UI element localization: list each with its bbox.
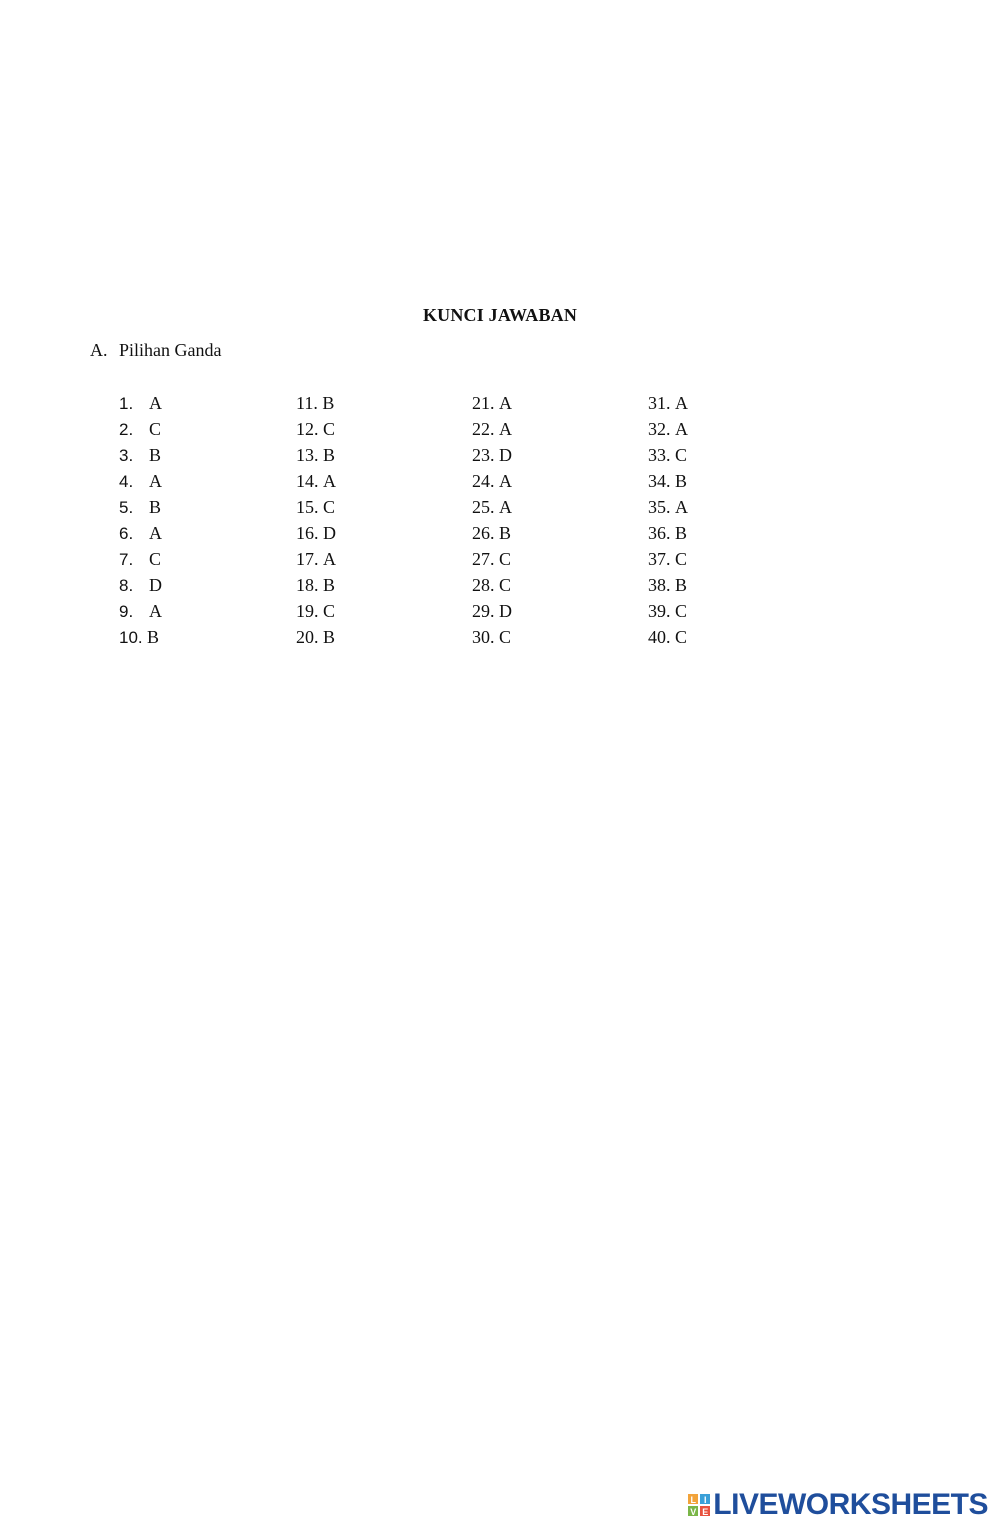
question-number: 29.	[472, 601, 495, 621]
question-number: 40.	[648, 627, 671, 647]
answer-row	[119, 494, 162, 520]
question-number: 1.	[119, 394, 134, 413]
question-number: 24.	[472, 471, 495, 491]
answer-letter: C	[499, 575, 512, 595]
answer-row	[119, 598, 162, 624]
answer-row	[119, 416, 162, 442]
section-heading	[90, 340, 221, 361]
answer-row	[472, 416, 512, 442]
answer-letter: A	[675, 393, 688, 413]
answer-row	[648, 624, 688, 650]
answer-row	[119, 520, 162, 546]
answer-letter: A	[323, 471, 336, 491]
answer-letter: C	[499, 627, 512, 647]
question-number: 21.	[472, 393, 495, 413]
answer-letter: A	[149, 471, 162, 491]
answer-row	[648, 442, 688, 468]
answer-row	[296, 520, 336, 546]
liveworksheets-logo	[687, 1487, 988, 1523]
answer-row	[296, 442, 336, 468]
liveworksheets-logo-icon	[687, 1493, 711, 1517]
answer-letter: A	[323, 549, 336, 569]
question-number: 26.	[472, 523, 495, 543]
answer-row	[296, 598, 336, 624]
answer-letter: B	[675, 471, 688, 491]
answer-letter: B	[675, 523, 688, 543]
answer-letter: D	[149, 575, 162, 595]
answer-letter: B	[322, 393, 335, 413]
question-number: 22.	[472, 419, 495, 439]
answer-letter: A	[499, 393, 512, 413]
answer-letter: A	[499, 497, 512, 517]
answer-column-3	[472, 390, 512, 650]
answer-letter: B	[147, 627, 160, 647]
question-number: 14.	[296, 471, 319, 491]
question-number: 31.	[648, 393, 671, 413]
question-number: 3.	[119, 446, 134, 465]
answer-letter: B	[323, 445, 336, 465]
answer-letter: C	[675, 445, 688, 465]
answer-letter: C	[149, 419, 162, 439]
answer-letter: C	[675, 627, 688, 647]
logo-icon-cell: I	[699, 1493, 711, 1505]
answer-column-2	[296, 390, 336, 650]
question-number: 17.	[296, 549, 319, 569]
answer-row	[648, 546, 688, 572]
answer-row	[648, 416, 688, 442]
question-number: 19.	[296, 601, 319, 621]
logo-icon-cell: L	[687, 1493, 699, 1505]
answer-letter: D	[499, 445, 512, 465]
answer-letter: B	[149, 445, 162, 465]
question-number: 9.	[119, 602, 134, 621]
answer-letter: A	[149, 393, 162, 413]
answer-row	[648, 520, 688, 546]
answer-row	[119, 572, 162, 598]
question-number: 16.	[296, 523, 319, 543]
answer-row	[119, 442, 162, 468]
answer-row	[296, 572, 336, 598]
answer-row	[472, 468, 512, 494]
question-number: 27.	[472, 549, 495, 569]
question-number: 13.	[296, 445, 319, 465]
question-number: 37.	[648, 549, 671, 569]
question-number: 4.	[119, 472, 134, 491]
answer-row	[472, 390, 512, 416]
answer-letter: B	[323, 575, 336, 595]
question-number: 2.	[119, 420, 134, 439]
answer-letter: C	[675, 549, 688, 569]
question-number: 23.	[472, 445, 495, 465]
answer-row	[296, 624, 336, 650]
question-number: 38.	[648, 575, 671, 595]
answer-row	[472, 572, 512, 598]
logo-icon-cell: V	[687, 1505, 699, 1517]
logo-icon-cell: E	[699, 1505, 711, 1517]
answer-letter: A	[149, 601, 162, 621]
question-number: 7.	[119, 550, 134, 569]
answer-column-4	[648, 390, 688, 650]
page-title: KUNCI JAWABAN	[422, 305, 578, 325]
answer-row	[472, 520, 512, 546]
answer-letter: A	[149, 523, 162, 543]
logo-text: LIVEWORKSHEETS	[713, 1488, 988, 1521]
section-letter: A.	[90, 340, 108, 360]
question-number: 35.	[648, 497, 671, 517]
answer-row	[648, 390, 688, 416]
answer-row	[472, 546, 512, 572]
answer-letter: A	[675, 497, 688, 517]
question-number: 34.	[648, 471, 671, 491]
answer-letter: C	[323, 497, 336, 517]
question-number: 15.	[296, 497, 319, 517]
answer-row	[472, 598, 512, 624]
answer-row	[472, 494, 512, 520]
question-number: 12.	[296, 419, 319, 439]
answer-row	[296, 390, 336, 416]
answer-letter: C	[675, 601, 688, 621]
answer-column-1	[119, 390, 162, 650]
question-number: 10.	[119, 628, 143, 647]
answer-letter: B	[675, 575, 688, 595]
answer-letter: B	[149, 497, 162, 517]
question-number: 33.	[648, 445, 671, 465]
question-number: 28.	[472, 575, 495, 595]
answer-row	[119, 390, 162, 416]
answer-row	[648, 598, 688, 624]
section-label: Pilihan Ganda	[119, 340, 222, 360]
answer-row	[119, 624, 162, 650]
answer-row	[648, 572, 688, 598]
answer-row	[296, 546, 336, 572]
answer-letter: C	[323, 419, 336, 439]
answer-letter: C	[149, 549, 162, 569]
question-number: 8.	[119, 576, 134, 595]
question-number: 32.	[648, 419, 671, 439]
answer-row	[648, 494, 688, 520]
answer-row	[648, 468, 688, 494]
question-number: 20.	[296, 627, 319, 647]
question-number: 30.	[472, 627, 495, 647]
question-number: 18.	[296, 575, 319, 595]
question-number: 25.	[472, 497, 495, 517]
answer-row	[472, 624, 512, 650]
answer-letter: D	[499, 601, 512, 621]
question-number: 36.	[648, 523, 671, 543]
answer-letter: A	[499, 471, 512, 491]
question-number: 6.	[119, 524, 134, 543]
answer-row	[296, 494, 336, 520]
answer-row	[119, 468, 162, 494]
answer-row	[119, 546, 162, 572]
question-number: 11.	[296, 393, 318, 413]
answer-letter: A	[499, 419, 512, 439]
answer-letter: A	[675, 419, 688, 439]
answer-letter: B	[499, 523, 512, 543]
answer-letter: B	[323, 627, 336, 647]
answer-row	[296, 416, 336, 442]
answer-row	[472, 442, 512, 468]
answer-letter: C	[499, 549, 512, 569]
question-number: 5.	[119, 498, 134, 517]
answer-letter: D	[323, 523, 336, 543]
question-number: 39.	[648, 601, 671, 621]
answer-row	[296, 468, 336, 494]
answer-letter: C	[323, 601, 336, 621]
